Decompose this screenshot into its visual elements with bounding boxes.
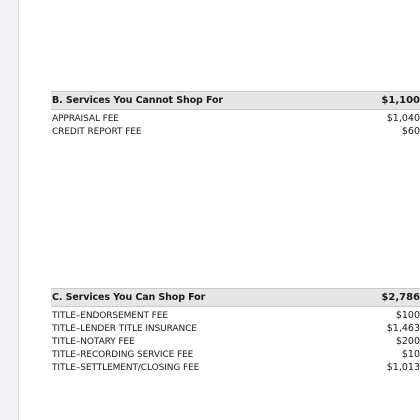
- fee-row: [51, 322, 420, 335]
- fee-row: [51, 361, 420, 374]
- fee-amount: $1,013: [386, 362, 420, 373]
- fee-row: [51, 309, 420, 322]
- fee-label: APPRAISAL FEE: [52, 113, 119, 124]
- section-total: $1,100: [381, 95, 420, 106]
- fee-list: [51, 309, 420, 374]
- fee-label: CREDIT REPORT FEE: [52, 126, 142, 137]
- fee-label: TITLE–SETTLEMENT/CLOSING FEE: [52, 362, 200, 373]
- fee-label: TITLE–NOTARY FEE: [52, 336, 135, 347]
- fee-amount: $60: [401, 126, 420, 137]
- fee-amount: $200: [395, 336, 420, 347]
- fee-label: TITLE–LENDER TITLE INSURANCE: [52, 323, 197, 334]
- fee-row: [51, 348, 420, 361]
- section-total: $2,786: [381, 292, 420, 303]
- fee-label: TITLE–ENDORSEMENT FEE: [52, 310, 168, 321]
- fee-row: [51, 125, 420, 138]
- section-title: C. Services You Can Shop For: [52, 292, 206, 303]
- section-services-can-shop: [51, 288, 420, 374]
- section-services-cannot-shop: [51, 91, 420, 138]
- section-title: B. Services You Cannot Shop For: [52, 95, 223, 106]
- fee-amount: $100: [395, 310, 420, 321]
- fee-amount: $1,463: [386, 323, 420, 334]
- document-page: [18, 0, 420, 420]
- fee-row: [51, 112, 420, 125]
- fee-list: [51, 112, 420, 138]
- fee-amount: $10: [401, 349, 420, 360]
- fee-amount: $1,040: [386, 113, 420, 124]
- section-header: [51, 288, 420, 307]
- fee-label: TITLE–RECORDING SERVICE FEE: [52, 349, 194, 360]
- fee-row: [51, 335, 420, 348]
- section-header: [51, 91, 420, 110]
